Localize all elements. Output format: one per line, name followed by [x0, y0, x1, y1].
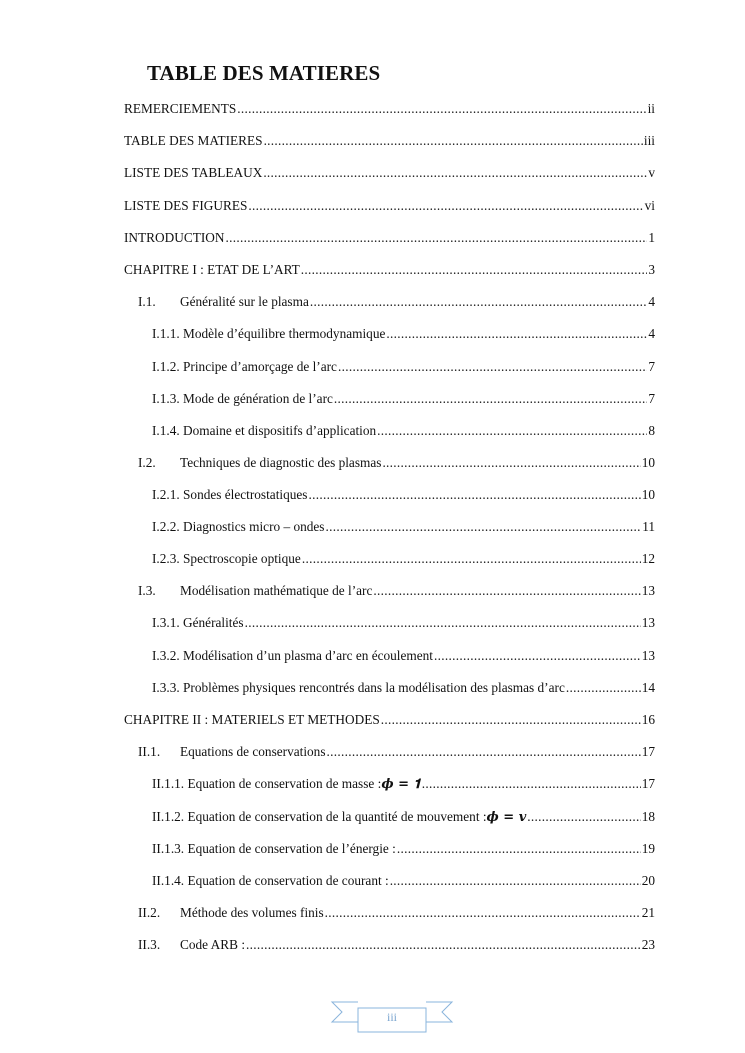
- toc-leader: [373, 581, 640, 601]
- toc-entry-page: 18: [641, 809, 655, 824]
- toc-leader: [302, 549, 641, 569]
- toc-entry-page: 13: [641, 615, 655, 630]
- toc-entry-title: I.1.2. Principe d’amorçage de l’arc: [152, 359, 337, 374]
- toc-entry-1-1-4[interactable]: [152, 421, 655, 441]
- toc-entry-title: LISTE DES TABLEAUX: [124, 165, 263, 180]
- toc-leader: [308, 485, 640, 505]
- toc-entry-page: 10: [641, 455, 655, 470]
- toc-entry-2-1-3[interactable]: [152, 839, 655, 859]
- toc-leader: [386, 324, 647, 344]
- toc-entry-section-1-3[interactable]: [138, 581, 655, 601]
- toc-leader: [338, 357, 647, 377]
- toc-entry-liste-des-figures[interactable]: [124, 196, 655, 216]
- toc-entry-page: 21: [641, 905, 655, 920]
- page-title: TABLE DES MATIERES: [147, 61, 381, 85]
- toc-leader: [325, 517, 641, 537]
- toc-entry-table-des-matieres[interactable]: [124, 131, 655, 151]
- toc-entry-page: 14: [641, 680, 655, 695]
- toc-entry-title: II.1.2. Equation de conservation de la quantité de mouvement :: [152, 809, 487, 824]
- toc-entry-title: CHAPITRE II : MATERIELS ET METHODES: [124, 712, 380, 727]
- toc-entry-number: I.1.: [138, 294, 156, 309]
- toc-leader: [381, 710, 641, 730]
- toc-entry-number: I.2.: [138, 455, 156, 470]
- toc-entry-page: v: [648, 165, 655, 180]
- toc-entry-title: I.3.2. Modélisation d’un plasma d’arc en écoulement: [152, 648, 433, 663]
- toc-entry-page: 19: [641, 841, 655, 856]
- toc-leader: [422, 774, 641, 794]
- toc-leader: [566, 678, 641, 698]
- toc-entry-page: 13: [641, 583, 655, 598]
- toc-entry-page: 17: [641, 776, 655, 791]
- toc-leader: [263, 163, 647, 183]
- toc-entry-page: 12: [641, 551, 655, 566]
- toc-entry-section-2-2[interactable]: [138, 903, 655, 923]
- toc-entry-title: LISTE DES FIGURES: [124, 198, 248, 213]
- toc-leader: [382, 453, 640, 473]
- toc-entry-introduction[interactable]: [124, 228, 655, 248]
- toc-entry-section-1-1[interactable]: [138, 292, 655, 312]
- toc-entry-1-2-3[interactable]: [152, 549, 655, 569]
- toc-entry-page: 3: [648, 262, 655, 277]
- toc-entry-title: I.2.3. Spectroscopie optique: [152, 551, 301, 566]
- toc-entry-chapitre-2[interactable]: [124, 710, 655, 730]
- toc-entry-title: I.1.3. Mode de génération de l’arc: [152, 391, 333, 406]
- toc-entry-number: II.2.: [138, 905, 161, 920]
- toc-entry-2-1-4[interactable]: [152, 871, 655, 891]
- toc-entry-title: I.3.1. Généralités: [152, 615, 244, 630]
- toc-entry-page: 8: [648, 423, 655, 438]
- toc-entry-title: REMERCIEMENTS: [124, 101, 237, 116]
- toc-entry-title: I.1.1. Modèle d’équilibre thermodynamique: [152, 326, 386, 341]
- toc-entry-page: 11: [642, 519, 655, 534]
- page-number: iii: [386, 1010, 397, 1024]
- toc-entry-title: TABLE DES MATIERES: [124, 133, 263, 148]
- toc-entry-title: I.1.4. Domaine et dispositifs d’application: [152, 423, 377, 438]
- toc-entry-page: 4: [648, 326, 655, 341]
- toc-leader: [434, 646, 641, 666]
- toc-entry-section-1-2[interactable]: [138, 453, 655, 473]
- toc-entry-title: Techniques de diagnostic des plasmas: [180, 455, 382, 470]
- toc-leader: [325, 903, 641, 923]
- equation-phi-v: 𝝓 = 𝒗: [486, 810, 527, 825]
- toc-entry-2-1-1[interactable]: [152, 774, 655, 794]
- toc-entry-1-1-2[interactable]: [152, 357, 655, 377]
- equation-phi-1: 𝝓 = 𝟏: [381, 777, 421, 792]
- toc-leader: [390, 871, 641, 891]
- toc-leader: [246, 935, 641, 955]
- toc-leader: [310, 292, 647, 312]
- toc-entry-page: 10: [641, 487, 655, 502]
- toc-leader: [377, 421, 647, 441]
- toc-entry-2-1-2[interactable]: [152, 807, 655, 827]
- toc-entry-title: I.3.3. Problèmes physiques rencontrés dans la modélisation des plasmas d’arc: [152, 680, 565, 695]
- toc-entry-page: ii: [647, 101, 655, 116]
- toc-entry-page: 1: [648, 230, 655, 245]
- toc-leader: [248, 196, 643, 216]
- toc-entry-section-2-1[interactable]: [138, 742, 655, 762]
- toc-entry-page: iii: [643, 133, 655, 148]
- toc-entry-page: 4: [648, 294, 655, 309]
- toc-entry-1-1-1[interactable]: [152, 324, 655, 344]
- toc-entry-title: Equations de conservations: [180, 744, 326, 759]
- toc-entry-1-1-3[interactable]: [152, 389, 655, 409]
- toc-leader: [237, 99, 646, 119]
- toc-entry-title: Méthode des volumes finis: [180, 905, 324, 920]
- toc-entry-page: 13: [641, 648, 655, 663]
- toc-entry-page: 17: [641, 744, 655, 759]
- toc-entry-page: 20: [641, 873, 655, 888]
- toc-entry-title: Généralité sur le plasma: [180, 294, 309, 309]
- toc-entry-page: 7: [648, 359, 655, 374]
- toc-leader: [225, 228, 647, 248]
- toc-entry-page: 23: [641, 937, 655, 952]
- toc-entry-chapitre-1[interactable]: [124, 260, 655, 280]
- toc-entry-section-2-3[interactable]: [138, 935, 655, 955]
- toc-entry-page: vi: [644, 198, 655, 213]
- toc-entry-1-3-2[interactable]: [152, 646, 655, 666]
- toc-entry-1-3-3[interactable]: [152, 678, 655, 698]
- toc-leader: [301, 260, 648, 280]
- toc-entry-page: 16: [641, 712, 655, 727]
- toc-entry-title: II.1.3. Equation de conservation de l’énergie :: [152, 841, 396, 856]
- toc-entry-title: I.2.1. Sondes électrostatiques: [152, 487, 308, 502]
- toc-entry-1-2-2[interactable]: [152, 517, 655, 537]
- toc-entry-title: II.1.1. Equation de conservation de masse :: [152, 776, 382, 791]
- toc-leader: [264, 131, 643, 151]
- toc-entry-1-3-1[interactable]: [152, 613, 655, 633]
- toc-entry-number: II.3.: [138, 937, 161, 952]
- toc-entry-remerciements[interactable]: [124, 99, 655, 119]
- toc-leader: [527, 807, 640, 827]
- toc-entry-title: II.1.4. Equation de conservation de courant :: [152, 873, 389, 888]
- toc-entry-title: Code ARB :: [180, 937, 246, 952]
- toc-entry-liste-des-tableaux[interactable]: [124, 163, 655, 183]
- toc-entry-number: II.1.: [138, 744, 161, 759]
- toc-entry-title: I.2.2. Diagnostics micro – ondes: [152, 519, 325, 534]
- toc-leader: [397, 839, 641, 859]
- toc-entry-1-2-1[interactable]: [152, 485, 655, 505]
- toc-entry-number: I.3.: [138, 583, 156, 598]
- toc-leader: [334, 389, 647, 409]
- toc-leader: [327, 742, 641, 762]
- toc-entry-title: INTRODUCTION: [124, 230, 225, 245]
- page-number-ribbon: [330, 998, 454, 1036]
- toc-entry-title: CHAPITRE I : ETAT DE L’ART: [124, 262, 300, 277]
- toc-entry-title: Modélisation mathématique de l’arc: [180, 583, 373, 598]
- toc-leader: [245, 613, 641, 633]
- toc-entry-page: 7: [648, 391, 655, 406]
